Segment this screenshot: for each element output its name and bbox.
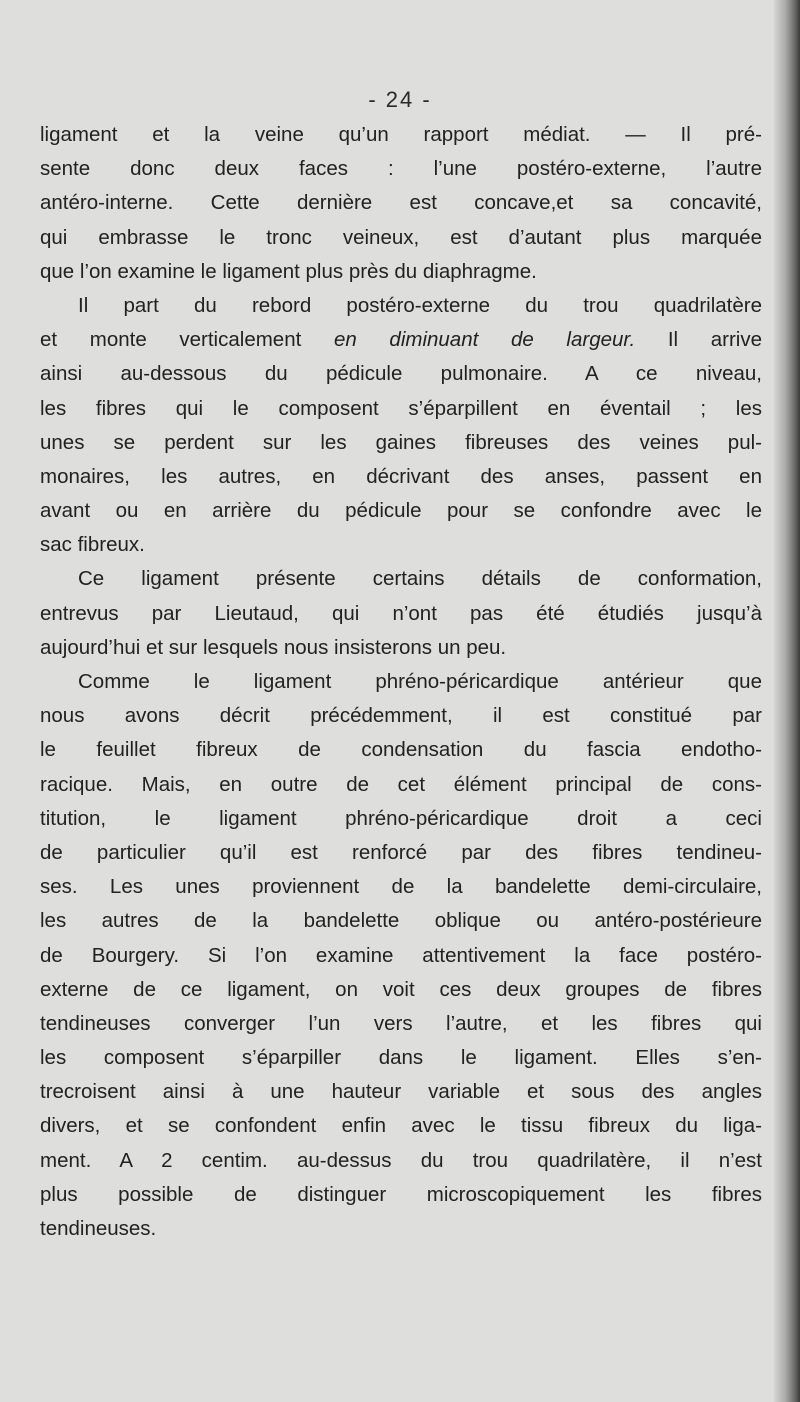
text-line: tendineuses converger l’un vers l’autre, et les fibres qui [40, 1011, 762, 1035]
text-line: nous avons décrit précédemment, il est constitué par [40, 704, 762, 728]
text-line: Ce ligament présente certains détails de conformation, [78, 567, 762, 591]
text-line: divers, et se confondent enfin avec le tissu fibreux du liga- [40, 1114, 762, 1138]
text-line: entrevus par Lieutaud, qui n’ont pas été étudiés jusqu’à [40, 601, 762, 625]
text-line: qui embrasse le tronc veineux, est d’autant plus marquée [40, 225, 762, 249]
text-line: racique. Mais, en outre de cet élément principal de cons- [40, 772, 762, 796]
text-line: monaires, les autres, en décrivant des anses, passent en [40, 464, 762, 488]
text-line: Il part du rebord postéro-externe du trou quadrilatère [78, 293, 762, 317]
text-line: ligament et la veine qu’un rapport médiat. — Il pré- [40, 123, 762, 146]
text-line: les autres de la bandelette oblique ou antéro-postérieure [40, 909, 762, 933]
text-line: sente donc deux faces : l’une postéro-externe, l’autre [40, 157, 762, 181]
page-edge-shadow [774, 0, 800, 1402]
text-line: les composent s’éparpiller dans le ligament. Elles s’en- [40, 1046, 762, 1070]
text-line: de particulier qu’il est renforcé par des fibres tendineu- [40, 840, 762, 864]
text-line: tendineuses. [40, 1217, 157, 1240]
text-line: unes se perdent sur les gaines fibreuses des veines pul- [40, 430, 762, 454]
text-line: Comme le ligament phréno-péricardique antérieur que [78, 670, 762, 693]
text-line: les fibres qui le composent s’éparpillent en éventail ; les [40, 396, 762, 420]
body-text [40, 118, 762, 1246]
text-segment: et monte verticalement [40, 328, 334, 352]
italic-phrase: en diminuant de largeur. [333, 328, 636, 352]
text-line: aujourd’hui et sur lesquels nous insisterons un peu. [40, 635, 507, 659]
text-line: titution, le ligament phréno-péricardique droit a ceci [40, 806, 762, 830]
text-line: ses. Les unes proviennent de la bandelette demi-circulaire, [40, 875, 762, 899]
text-line: avant ou en arrière du pédicule pour se confondre avec le [40, 499, 762, 523]
text-line: ment. A 2 centim. au-dessus du trou quadrilatère, il n’est [40, 1148, 762, 1172]
text-line: ainsi au-dessous du pédicule pulmonaire. A ce niveau, [40, 362, 762, 386]
text-line: externe de ce ligament, on voit ces deux groupes de fibres [40, 977, 762, 1001]
page-number: - 24 - [368, 87, 432, 112]
text-line: que l’on examine le ligament plus près du diaphragme. [40, 259, 537, 283]
text-line [40, 323, 762, 357]
text-line: antéro-interne. Cette dernière est concave,et sa concavité, [40, 191, 762, 215]
text-segment: Il arrive [635, 328, 762, 352]
text-line: trecroisent ainsi à une hauteur variable et sous des angles [40, 1080, 762, 1104]
text-line: plus possible de distinguer microscopiquement les fibres [40, 1182, 762, 1206]
text-line: sac fibreux. [40, 533, 145, 557]
text-line: de Bourgery. Si l’on examine attentivement la face postéro- [40, 943, 762, 967]
text-line: le feuillet fibreux de condensation du fascia endotho- [40, 738, 762, 762]
